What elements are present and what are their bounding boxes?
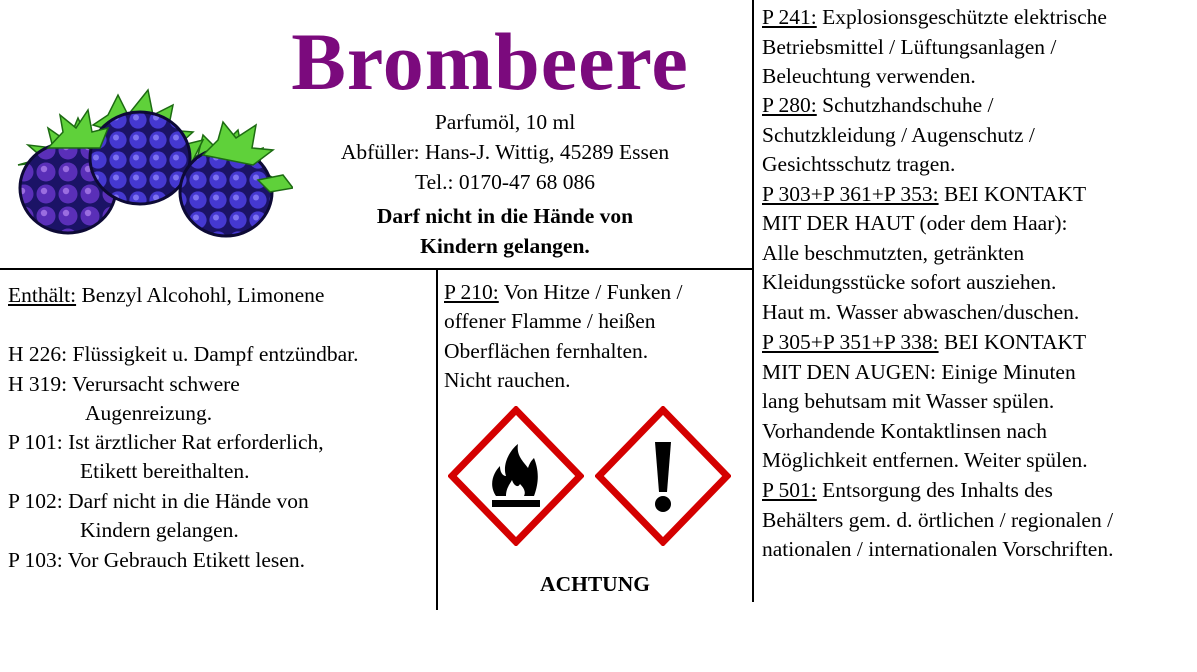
p280-text: Schutzhandschuhe / <box>816 93 994 117</box>
p210-text: Von Hitze / Funken / <box>498 280 683 304</box>
divider-right-vertical <box>752 0 754 602</box>
precaution-p241 <box>762 3 1107 33</box>
precaution-p102: P 102: Darf nicht in die Hände von <box>8 489 309 513</box>
hazard-h226: H 226: Flüssigkeit u. Dampf entzündbar. <box>8 342 359 366</box>
divider-horizontal <box>0 268 753 270</box>
precaution-p305-line5: Möglichkeit entfernen. Weiter spülen. <box>762 448 1088 472</box>
precaution-p210-line3: Oberflächen fernhalten. <box>444 339 649 363</box>
precaution-p210-line2: offener Flamme / heißen <box>444 309 656 333</box>
precaution-p303-line2: MIT DER HAUT (oder dem Haar): <box>762 211 1068 235</box>
product-description: Parfumöl, 10 ml <box>434 110 576 134</box>
hazard-h319-cont: Augenreizung. <box>85 401 213 425</box>
brand-title: Brombeere <box>291 16 689 107</box>
ingredients-value: Benzyl Alcohohl, Limonene <box>76 283 325 307</box>
precaution-p303-line4: Kleidungsstücke sofort ausziehen. <box>762 270 1057 294</box>
precaution-p305-line3: lang behutsam mit Wasser spülen. <box>762 389 1055 413</box>
precaution-p305-line4: Vorhandende Kontaktlinsen nach <box>762 419 1048 443</box>
ghs-exclamation-pictogram <box>595 406 731 546</box>
signal-word: ACHTUNG <box>540 572 650 596</box>
ingredients-label: Enthält: <box>8 283 77 307</box>
precaution-p210 <box>444 278 683 308</box>
precaution-p103: P 103: Vor Gebrauch Etikett lesen. <box>8 548 305 572</box>
precaution-p210-line4: Nicht rauchen. <box>444 368 571 392</box>
child-warning-line1: Darf nicht in die Hände von <box>376 204 634 228</box>
precaution-p241-line3: Beleuchtung verwenden. <box>762 64 976 88</box>
p280-label: P 280: <box>762 93 817 117</box>
child-warning-line2: Kindern gelangen. <box>420 234 590 258</box>
bottler-address: Abfüller: Hans-J. Wittig, 45289 Essen <box>340 140 670 164</box>
p303-text: BEI KONTAKT <box>938 182 1087 206</box>
precaution-p305-line2: MIT DEN AUGEN: Einige Minuten <box>762 360 1076 384</box>
precaution-p305 <box>762 328 1086 358</box>
precaution-p303 <box>762 180 1086 210</box>
p501-text: Entsorgung des Inhalts des <box>816 478 1053 502</box>
precaution-p101: P 101: Ist ärztlicher Rat erforderlich, <box>8 430 324 454</box>
p210-label: P 210: <box>444 280 499 304</box>
precaution-p501-line2: Behälters gem. d. örtlichen / regionalen / <box>762 508 1114 532</box>
precaution-p501 <box>762 476 1053 506</box>
precaution-p241-line2: Betriebsmittel / Lüftungsanlagen / <box>762 35 1057 59</box>
precaution-p280-line3: Gesichtsschutz tragen. <box>762 152 956 176</box>
divider-middle-vertical <box>436 268 438 610</box>
ingredients <box>8 281 324 311</box>
ghs-flame-pictogram <box>448 406 584 546</box>
p305-text: BEI KONTAKT <box>938 330 1087 354</box>
precaution-p102-cont: Kindern gelangen. <box>80 518 239 542</box>
phone-number: Tel.: 0170-47 68 086 <box>414 170 596 194</box>
p501-label: P 501: <box>762 478 817 502</box>
p305-label: P 305+P 351+P 338: <box>762 330 939 354</box>
precaution-p280-line2: Schutzkleidung / Augenschutz / <box>762 123 1035 147</box>
p241-text: Explosionsgeschützte elektrische <box>816 5 1107 29</box>
p303-label: P 303+P 361+P 353: <box>762 182 939 206</box>
precaution-p501-line3: nationalen / internationalen Vorschriften. <box>762 537 1114 561</box>
precaution-p280 <box>762 91 994 121</box>
p241-label: P 241: <box>762 5 817 29</box>
hazard-h319: H 319: Verursacht schwere <box>8 372 240 396</box>
precaution-p101-cont: Etikett bereithalten. <box>80 459 250 483</box>
precaution-p303-line5: Haut m. Wasser abwaschen/duschen. <box>762 300 1080 324</box>
precaution-p303-line3: Alle beschmutzten, getränkten <box>762 241 1025 265</box>
